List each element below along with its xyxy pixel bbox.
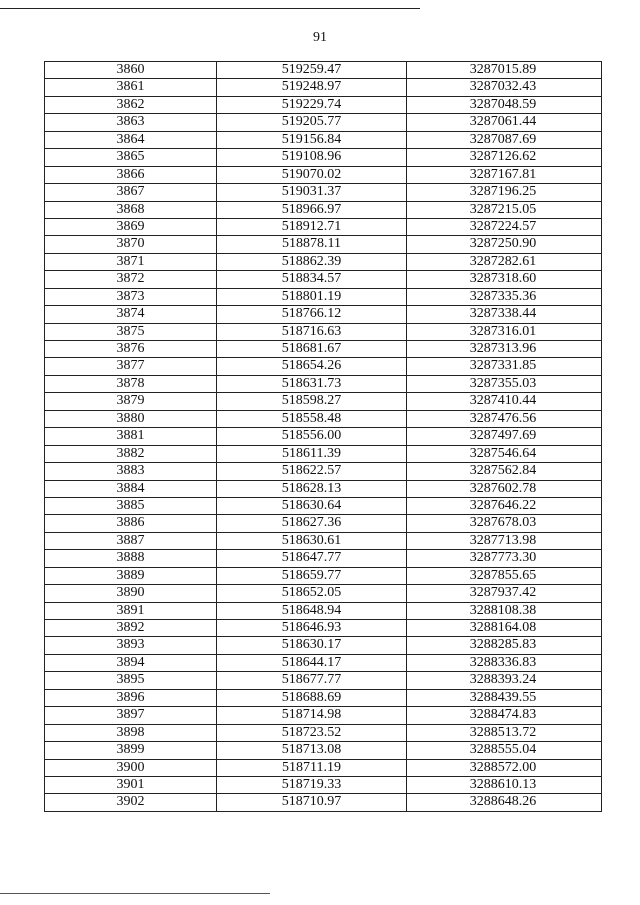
y-coordinate-cell: 3287546.64 xyxy=(469,445,537,461)
point-number-cell: 3877 xyxy=(45,358,217,374)
y-coordinate-cell: 3287410.44 xyxy=(469,393,537,409)
table-row xyxy=(45,236,601,253)
point-number-cell: 3861 xyxy=(45,79,217,95)
table-row xyxy=(45,585,601,602)
page-number: 91 xyxy=(313,30,327,45)
x-coordinate-cell: 518646.93 xyxy=(217,620,407,636)
x-coordinate-cell: 518628.13 xyxy=(217,481,407,497)
point-number-cell: 3893 xyxy=(45,637,217,653)
y-coordinate-cell: 3288572.00 xyxy=(469,759,537,775)
y-coordinate-cell: 3288648.26 xyxy=(469,794,537,810)
point-number-cell: 3866 xyxy=(45,167,217,183)
y-coordinate-cell: 3287048.59 xyxy=(469,96,537,112)
point-number-cell: 3886 xyxy=(45,515,217,531)
point-number-cell: 3900 xyxy=(45,760,217,776)
x-coordinate-cell: 518631.73 xyxy=(217,376,407,392)
point-number-cell: 3878 xyxy=(45,376,217,392)
point-number-cell: 3883 xyxy=(45,463,217,479)
x-coordinate-cell: 518711.19 xyxy=(217,760,407,776)
y-coordinate-cell: 3287355.03 xyxy=(469,375,537,391)
x-coordinate-cell: 518716.63 xyxy=(217,324,407,340)
y-coordinate-cell: 3288108.38 xyxy=(469,602,537,618)
x-coordinate-cell: 518648.94 xyxy=(217,603,407,619)
x-coordinate-cell: 518598.27 xyxy=(217,393,407,409)
table-row xyxy=(45,603,601,620)
x-coordinate-cell: 518630.61 xyxy=(217,533,407,549)
table-row xyxy=(45,358,601,375)
x-coordinate-cell: 518630.64 xyxy=(217,498,407,514)
y-coordinate-cell: 3287773.30 xyxy=(469,550,537,566)
y-coordinate-cell: 3287318.60 xyxy=(469,271,537,287)
x-coordinate-cell: 518558.48 xyxy=(217,411,407,427)
table-row xyxy=(45,271,601,288)
y-coordinate-cell: 3287196.25 xyxy=(469,184,537,200)
point-number-cell: 3863 xyxy=(45,114,217,130)
coordinates-table xyxy=(44,61,602,812)
x-coordinate-cell: 519229.74 xyxy=(217,97,407,113)
y-coordinate-cell: 3287602.78 xyxy=(469,480,537,496)
y-coordinate-cell: 3287313.96 xyxy=(469,341,537,356)
table-row xyxy=(45,376,601,393)
table-row xyxy=(45,219,601,236)
x-coordinate-cell: 518862.39 xyxy=(217,254,407,270)
point-number-cell: 3901 xyxy=(45,777,217,793)
point-number-cell: 3898 xyxy=(45,725,217,741)
y-coordinate-cell: 3287338.44 xyxy=(469,306,537,322)
point-number-cell: 3873 xyxy=(45,289,217,305)
y-coordinate-cell: 3288285.83 xyxy=(469,637,537,653)
y-coordinate-cell: 3288393.24 xyxy=(469,672,537,688)
table-row xyxy=(45,324,601,341)
y-coordinate-cell: 3287282.61 xyxy=(469,253,537,269)
point-number-cell: 3888 xyxy=(45,550,217,566)
x-coordinate-cell: 518710.97 xyxy=(217,794,407,810)
point-number-cell: 3874 xyxy=(45,306,217,322)
y-coordinate-cell: 3287015.89 xyxy=(469,62,537,77)
table-row xyxy=(45,777,601,794)
x-coordinate-cell: 518677.77 xyxy=(217,672,407,688)
x-coordinate-cell: 518659.77 xyxy=(217,568,407,584)
y-coordinate-cell: 3287215.05 xyxy=(469,201,537,217)
table-row xyxy=(45,760,601,777)
x-coordinate-cell: 518556.00 xyxy=(217,428,407,444)
x-coordinate-cell: 518801.19 xyxy=(217,289,407,305)
point-number-cell: 3865 xyxy=(45,149,217,165)
point-number-cell: 3892 xyxy=(45,620,217,636)
y-coordinate-cell: 3287937.42 xyxy=(469,585,537,601)
y-coordinate-cell: 3287087.69 xyxy=(469,131,537,147)
table-row xyxy=(45,794,601,811)
point-number-cell: 3862 xyxy=(45,97,217,113)
table-row xyxy=(45,637,601,654)
point-number-cell: 3876 xyxy=(45,341,217,357)
x-coordinate-cell: 518688.69 xyxy=(217,690,407,706)
point-number-cell: 3899 xyxy=(45,742,217,758)
x-coordinate-cell: 518834.57 xyxy=(217,271,407,287)
table-row xyxy=(45,725,601,742)
table-row xyxy=(45,79,601,96)
x-coordinate-cell: 518622.57 xyxy=(217,463,407,479)
point-number-cell: 3891 xyxy=(45,603,217,619)
point-number-cell: 3894 xyxy=(45,655,217,671)
table-row xyxy=(45,254,601,271)
x-coordinate-cell: 518766.12 xyxy=(217,306,407,322)
y-coordinate-cell: 3287855.65 xyxy=(469,567,537,583)
x-coordinate-cell: 518647.77 xyxy=(217,550,407,566)
table-row xyxy=(45,620,601,637)
table-row xyxy=(45,498,601,515)
x-coordinate-cell: 519248.97 xyxy=(217,79,407,95)
point-number-cell: 3890 xyxy=(45,585,217,601)
top-rule xyxy=(0,8,420,9)
table-row xyxy=(45,97,601,114)
y-coordinate-cell: 3287167.81 xyxy=(469,166,537,182)
x-coordinate-cell: 518644.17 xyxy=(217,655,407,671)
table-row xyxy=(45,568,601,585)
table-row xyxy=(45,114,601,131)
y-coordinate-cell: 3287316.01 xyxy=(469,323,537,339)
table-row xyxy=(45,463,601,480)
table-row xyxy=(45,62,601,79)
table-row xyxy=(45,707,601,724)
table-row xyxy=(45,167,601,184)
x-coordinate-cell: 519031.37 xyxy=(217,184,407,200)
table-row xyxy=(45,446,601,463)
point-number-cell: 3889 xyxy=(45,568,217,584)
x-coordinate-cell: 518681.67 xyxy=(217,341,407,357)
y-coordinate-cell: 3287250.90 xyxy=(469,236,537,252)
x-coordinate-cell: 518611.39 xyxy=(217,446,407,462)
y-coordinate-cell: 3287562.84 xyxy=(469,463,537,479)
table-row xyxy=(45,306,601,323)
table-row xyxy=(45,428,601,445)
x-coordinate-cell: 519070.02 xyxy=(217,167,407,183)
table-row xyxy=(45,690,601,707)
table-row xyxy=(45,411,601,428)
y-coordinate-cell: 3287713.98 xyxy=(469,532,537,548)
y-coordinate-cell: 3287646.22 xyxy=(469,497,537,513)
point-number-cell: 3860 xyxy=(45,62,217,78)
x-coordinate-cell: 519259.47 xyxy=(217,62,407,78)
x-coordinate-cell: 518878.11 xyxy=(217,236,407,252)
table-row xyxy=(45,515,601,532)
y-coordinate-cell: 3288164.08 xyxy=(469,620,537,635)
point-number-cell: 3897 xyxy=(45,707,217,723)
table-row xyxy=(45,341,601,358)
point-number-cell: 3875 xyxy=(45,324,217,340)
point-number-cell: 3896 xyxy=(45,690,217,706)
x-coordinate-cell: 518723.52 xyxy=(217,725,407,741)
x-coordinate-cell: 518719.33 xyxy=(217,777,407,793)
y-coordinate-cell: 3287061.44 xyxy=(469,114,537,130)
point-number-cell: 3881 xyxy=(45,428,217,444)
table-row xyxy=(45,149,601,166)
point-number-cell: 3867 xyxy=(45,184,217,200)
x-coordinate-cell: 519205.77 xyxy=(217,114,407,130)
point-number-cell: 3869 xyxy=(45,219,217,235)
table-row xyxy=(45,655,601,672)
y-coordinate-cell: 3287678.03 xyxy=(469,515,537,531)
y-coordinate-cell: 3287126.62 xyxy=(469,149,537,165)
y-coordinate-cell: 3288474.83 xyxy=(469,707,537,723)
table-row xyxy=(45,672,601,689)
x-coordinate-cell: 518912.71 xyxy=(217,219,407,235)
x-coordinate-cell: 518713.08 xyxy=(217,742,407,758)
table-row xyxy=(45,393,601,410)
y-coordinate-cell: 3288610.13 xyxy=(469,776,537,792)
y-coordinate-cell: 3288555.04 xyxy=(469,742,537,758)
x-coordinate-cell: 518627.36 xyxy=(217,515,407,531)
point-number-cell: 3882 xyxy=(45,446,217,462)
y-coordinate-cell: 3287331.85 xyxy=(469,358,537,374)
point-number-cell: 3864 xyxy=(45,132,217,148)
point-number-cell: 3868 xyxy=(45,202,217,218)
table-row xyxy=(45,742,601,759)
point-number-cell: 3872 xyxy=(45,271,217,287)
table-row xyxy=(45,202,601,219)
point-number-cell: 3887 xyxy=(45,533,217,549)
point-number-cell: 3884 xyxy=(45,481,217,497)
table-row xyxy=(45,184,601,201)
point-number-cell: 3871 xyxy=(45,254,217,270)
point-number-cell: 3895 xyxy=(45,672,217,688)
point-number-cell: 3870 xyxy=(45,236,217,252)
y-coordinate-cell: 3287476.56 xyxy=(469,410,537,426)
x-coordinate-cell: 519108.96 xyxy=(217,149,407,165)
y-coordinate-cell: 3288513.72 xyxy=(469,724,537,740)
x-coordinate-cell: 518966.97 xyxy=(217,202,407,218)
point-number-cell: 3879 xyxy=(45,393,217,409)
table-row xyxy=(45,481,601,498)
y-coordinate-cell: 3287497.69 xyxy=(469,428,537,444)
point-number-cell: 3902 xyxy=(45,794,217,810)
x-coordinate-cell: 519156.84 xyxy=(217,132,407,148)
x-coordinate-cell: 518630.17 xyxy=(217,637,407,653)
x-coordinate-cell: 518654.26 xyxy=(217,358,407,374)
x-coordinate-cell: 518652.05 xyxy=(217,585,407,601)
y-coordinate-cell: 3287032.43 xyxy=(469,79,537,95)
y-coordinate-cell: 3287224.57 xyxy=(469,218,537,234)
table-row xyxy=(45,289,601,306)
point-number-cell: 3880 xyxy=(45,411,217,427)
y-coordinate-cell: 3288336.83 xyxy=(469,654,537,670)
point-number-cell: 3885 xyxy=(45,498,217,514)
table-row xyxy=(45,533,601,550)
y-coordinate-cell: 3288439.55 xyxy=(469,689,537,705)
x-coordinate-cell: 518714.98 xyxy=(217,707,407,723)
bottom-rule xyxy=(0,893,270,894)
table-row xyxy=(45,550,601,567)
table-row xyxy=(45,132,601,149)
y-coordinate-cell: 3287335.36 xyxy=(469,288,537,304)
